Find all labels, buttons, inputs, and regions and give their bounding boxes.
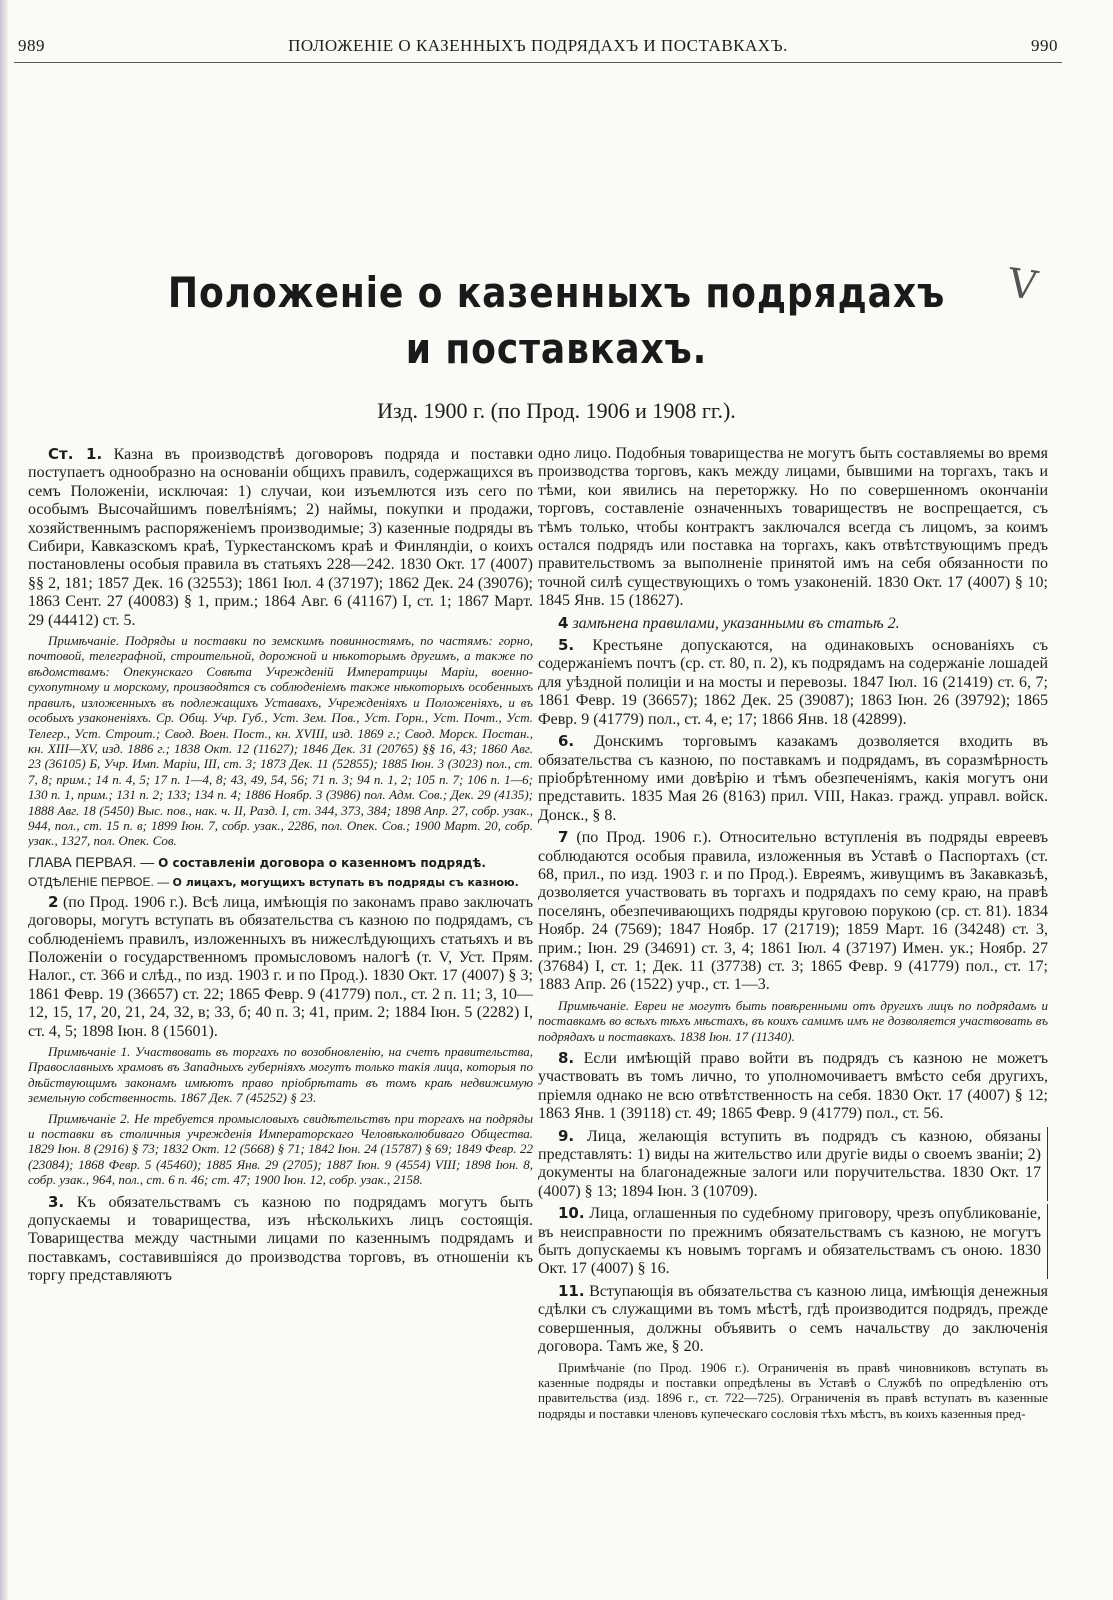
article-text: Лица, оглашенныя по судебному приговору, чрезъ опубликованіе, въ неисправности по прежнимъ обязательствамъ съ казною, не могутъ быть допускаемы къ новымъ торгамъ и обязательствамъ съ оною. 1830 Окт. 17 (4007) § 16. [538, 1205, 1041, 1278]
article-9 [538, 1127, 1048, 1202]
article-3 [28, 1193, 533, 1286]
article-text: Крестьяне допускаются, на одинаковыхъ основаніяхъ съ содержаніемъ почтъ (ср. ст. 80, п. 2), къ подрядамъ на содержаніе лошадей для уѣздной полиціи и на мосты и перевозы. 1847 Іюл. 16 (21419) ст. 6, 7; 1861 Февр. 19 (36657); 1862 Дек. 25 (39087); 1863 Іюн. 26 (39792); 1865 Февр. 9 (41779) пол., ст. 4, е; 17; 1866 Янв. 18 (42899). [538, 637, 1048, 728]
article-8 [538, 1049, 1048, 1124]
article-number: 7 [558, 828, 569, 847]
section-heading [28, 875, 533, 890]
scan-edge [0, 0, 8, 1600]
article-6 [538, 732, 1048, 825]
section-label: ОТДѢЛЕНІЕ ПЕРВОЕ. — [28, 874, 170, 889]
article-2 [28, 893, 533, 1041]
article-11-note: Примѣчаніе (по Прод. 1906 г.). Ограниченія въ правѣ чиновниковъ вступать въ казенные подряды и поставки опредѣлены въ Уставѣ о Службѣ по опредѣленію отъ правительства (изд. 1896 г., ст. 722—725). Ограниченія въ правѣ вступать въ казенные подряды и поставки членовъ купеческаго сословія тѣхъ мѣстъ, въ коихъ казенныя пред- [538, 1359, 1048, 1421]
article-7-note: Примѣчаніе. Евреи не могутъ быть повѣренными отъ другихъ лицъ по подрядамъ и поставкамъ во всѣхъ тѣхъ мѣстахъ, въ коихъ самимъ имъ не дозволяется участвовать въ подрядахъ и поставкахъ. 1838 Іюн. 17 (11340). [538, 997, 1048, 1044]
right-page-number: 990 [1031, 36, 1058, 55]
article-1-note: Примѣчаніе. Подряды и поставки по земскимъ повинностямъ, по частямъ: горно, почтовой, телеграфной, строительной, дорожной и нѣкоторымъ другимъ, а также по вѣдомствамъ: Опекунскаго Совѣта Учрежденій Императрицы Маріи, военно-сухопутному и морскому, производятся съ соблюденіемъ также нѣкоторыхъ особенныхъ правилъ, изложенныхъ въ подлежащихъ Уставахъ, Учрежденіяхъ и Положеніяхъ, и въ особыхъ узаконеніяхъ. Ср. Общ. Учр. Губ., Уст. Зем. Пов., Уст. Горн., Уст. Почт., Уст. Телегр., Уст. Строит.; Свод. Воен. Пост., кн. XVIII, изд. 1869 г.; Свод. Морск. Постан., кн. XIII—XV, изд. 1886 г.; 1838 Окт. 12 (11627); 1846 Дек. 31 (20765) §§ 16, 43; 1860 Авг. 23 (36105) Б, Учр. Имп. Маріи, III, ст. 3; 1873 Дек. 11 (52855); 1885 Іюн. 3 (3023) пол., ст. 7, 8; прим.; 14 п. 4, 5; 17 п. 1—4, 8; 43, 49, 54, 56; 71 п. 3; 94 п. 1, 2; 105 п. 7; 106 п. 1—6; 130 п. 1, прим.; 131 п. 2; 133; 134 п. 4; 1886 Ноябр. 3 (3986) пол. Адм. Сов.; Дек. 29 (4135); 1888 Авг. 18 (5450) Выс. пов., нак. ч. II, Разд. I, ст. 344, 373, 384; 1898 Апр. 27, собр. узак., 944, пол., ст. 15 п. в; 1899 Іюн. 7, собр. узак., 2286, пол. Опек. Сов.; 1900 Март. 20, собр. узак., 1327, пол. Опек. Сов. [28, 633, 533, 849]
document-title [78, 265, 1035, 377]
left-column [28, 445, 533, 1595]
article-5 [538, 636, 1048, 729]
article-text: Если имѣющій право войти въ подрядъ съ казною не можетъ участвовать въ томъ лично, то уполномочиваетъ вмѣсто себя другихъ, пріемля однако не всю отвѣтственность на себя. 1830 Окт. 17 (4007) § 12; 1863 Янв. 1 (39118) ст. 49; 1865 Февр. 9 (41779) пол., ст. 56. [538, 1050, 1048, 1123]
handwritten-check-mark: V [1004, 260, 1040, 310]
document-title-line-2: и поставкахъ. [405, 324, 708, 373]
right-column [538, 445, 1048, 1595]
article-number: 3. [48, 1192, 65, 1211]
document-title-line-1: Положеніе о казенныхъ подрядахъ [167, 268, 946, 317]
article-text: Къ обязательствамъ съ казною по подрядамъ могутъ быть допускаемы и товарищества, изъ нѣсколькихъ лицъ состоящія. Товарищества между частными лицами по казеннымъ подрядамъ и поставкамъ, составившіяся до производства торговъ, въ отношеніи къ торгу представляютъ [28, 1193, 533, 1285]
article-text: замѣнена правилами, указанными въ статьѣ 2. [572, 614, 900, 632]
article-text: Донскимъ торговымъ казакамъ дозволяется входить въ обязательства съ казною, по поставкамъ и подрядамъ, въ соразмѣрность пріобрѣтенному ими довѣрію и тѣмъ обезпеченіямъ, какія могутъ они представить. 1835 Мая 26 (8163) прил. VIII, Наказ. гражд. управл. войск. Донск., § 8. [538, 733, 1048, 824]
chapter-heading [28, 854, 533, 872]
left-page-number: 989 [18, 36, 45, 55]
article-2-note-2: Примѣчаніе 2. Не требуется промысловыхъ свидѣтельствъ при торгахъ на подряды и поставки въ столичныя учрежденія Императорскаго Человѣколюбиваго Общества. 1829 Іюн. 8 (2916) § 73; 1832 Окт. 12 (5668) § 71; 1842 Іюн. 24 (15787) § 69; 1849 Февр. 22 (23084); 1868 Февр. 5 (45460); 1885 Янв. 29 (2705); 1887 Іюн. 9 (4554) VIII; 1898 Іюн. 8, собр. узак., 964, пол., ст. 6 п. 46; ст. 47; 1900 Іюн. 12, собр. узак., 2158. [28, 1110, 533, 1188]
article-number: 9. [558, 1126, 575, 1145]
article-1 [28, 445, 533, 630]
running-head [18, 36, 1058, 58]
article-7 [538, 828, 1048, 995]
article-number: 6. [558, 732, 575, 751]
article-number: Ст. 1. [48, 445, 103, 463]
article-text: (по Прод. 1906 г.). Относительно вступленія въ подряды евреевъ соблюдаются особыя правила, изложенныя въ Уставѣ о Паспортахъ (ст. 68, прил., по изд. 1903 г. и по Прод.). Евреямъ, живущимъ въ Закавказьѣ, дозволяется участвовать въ торгахъ и подрядахъ по сему краю, на правѣ поселянъ, обезпечивающихъ подряды круговою порукою (ср. ст. 81). 1834 Ноябр. 24 (7569); 1847 Ноябр. 17 (21719); 1859 Март. 16 (34248) ст. 3, прим.; Іюн. 29 (34691) ст. 3, 4; 1861 Іюл. 4 (37197) Имен. ук.; Ноябр. 27 (37684) I, ст. 1; Дек. 11 (37738) ст. 3; 1865 Февр. 9 (41779) пол., ст. 17; 1883 Апр. 26 (1522) учр., ст. 1—3. [538, 829, 1048, 994]
article-text: Казна въ производствѣ договоровъ подряда и поставки поступаетъ однообразно на основаніи общихъ правилъ, содержащихся въ семъ Положеніи, исключая: 1) случаи, кои изъемлются изъ сего по особымъ Высочайшимъ повелѣніямъ; 2) наймы, покупки и продажи, хозяйственнымъ распоряженіемъ производимые; 3) казенные подряды въ Сибири, Кавказскомъ краѣ, Туркестанскомъ краѣ и Финляндіи, о коихъ постановлены особыя правила въ статьяхъ 228—242. 1830 Окт. 17 (4007) §§ 2, 181; 1857 Дек. 16 (32553); 1861 Іюл. 4 (37197); 1862 Дек. 24 (39076); 1863 Сент. 27 (40083) § 1, прим.; 1864 Авг. 6 (41167) I, ст. 1; 1867 Март. 29 (44412) ст. 5. [28, 446, 533, 629]
section-title: О лицахъ, могущихъ вступать въ подряды съ казною. [172, 875, 519, 889]
article-number: 11. [558, 1281, 585, 1300]
article-number: 10. [558, 1204, 585, 1223]
article-number: 5. [558, 636, 575, 655]
header-rule [14, 62, 1062, 63]
chapter-label: ГЛАВА ПЕРВАЯ. — [28, 853, 155, 870]
article-number: 2 [48, 892, 59, 911]
article-4 [538, 614, 1048, 633]
article-number: 4 [558, 613, 569, 632]
article-3-continued: одно лицо. Подобныя товарищества не могутъ быть составляемы во время производства торговъ, какъ между лицами, бывшими на торгахъ, такъ и тѣми, кои явились на переторжку. Но по совершенномъ окончаніи торговъ, составленіе означенныхъ товариществъ не воспрещается, съ тѣмъ только, чтобы контрактъ заключался всегда съ лицомъ, за коимъ остался подрядъ или поставка на торгахъ, какъ отвѣтствующимъ предъ правительствомъ за выполненіе принятой имъ на себя обязанности по точной силѣ существующихъ о томъ узаконеній. 1830 Окт. 17 (4007) § 10; 1845 Янв. 15 (18627). [538, 445, 1048, 610]
article-number: 8. [558, 1049, 575, 1067]
article-text: Вступающія въ обязательства съ казною лица, имѣющія денежныя сдѣлки съ служащими въ томъ мѣстѣ, гдѣ производится подрядъ, прежде совершенныя, должны объявить о семъ начальству до заключенія договора. Тамъ же, § 20. [538, 1282, 1048, 1356]
article-text: (по Прод. 1906 г.). Всѣ лица, имѣющія по законамъ право заключать договоры, могутъ вступать въ обязательства съ казною по подрядамъ, съ соблюденіемъ правилъ, изложенныхъ въ нижеслѣдующихъ статьяхъ и въ Положеніи о государственномъ промысловомъ налогѣ (т. V, Уст. Прям. Налог., ст. 366 и слѣд., по изд. 1903 г. и по Прод.). 1830 Окт. 17 (4007) § 3; 1861 Февр. 19 (36657) ст. 22; 1865 Февр. 9 (41779) пол., ст. 2 п. 11; 3, 10—12, 15, 17, 20, 21, 24, 32, в; 33, б; 40 п. 3; 41, прим. 2; 1884 Іюн. 5 (2282) I, ст. 4, 5; 1898 Іюн. 8 (15601). [28, 893, 533, 1040]
article-11 [538, 1282, 1048, 1357]
edition-line: Изд. 1900 г. (по Прод. 1906 и 1908 гг.). [377, 398, 736, 423]
article-text: Лица, желающія вступить въ подрядъ съ казною, обязаны представлять: 1) виды на жительство или другіе виды о своемъ званіи; 2) документы на благонадежные залоги или поручительства. 1830 Окт. 17 (4007) § 13; 1894 Іюн. 3 (10709). [538, 1127, 1042, 1200]
chapter-title: О составленіи договора о казенномъ подрядѣ. [158, 855, 486, 870]
running-head-title: ПОЛОЖЕНІЕ О КАЗЕННЫХЪ ПОДРЯДАХЪ И ПОСТАВКАХЪ. [288, 36, 788, 55]
article-10 [538, 1204, 1048, 1279]
article-2-note-1: Примѣчаніе 1. Участвовать въ торгахъ по возобновленію, на счетъ правительства, Православныхъ храмовъ въ Западныхъ губерніяхъ могутъ только такія лица, которыя по дѣйствующимъ законамъ имѣютъ право пріобрѣтать въ томъ краѣ недвижимую земельную собственность. 1867 Дек. 7 (45252) § 23. [28, 1044, 533, 1106]
